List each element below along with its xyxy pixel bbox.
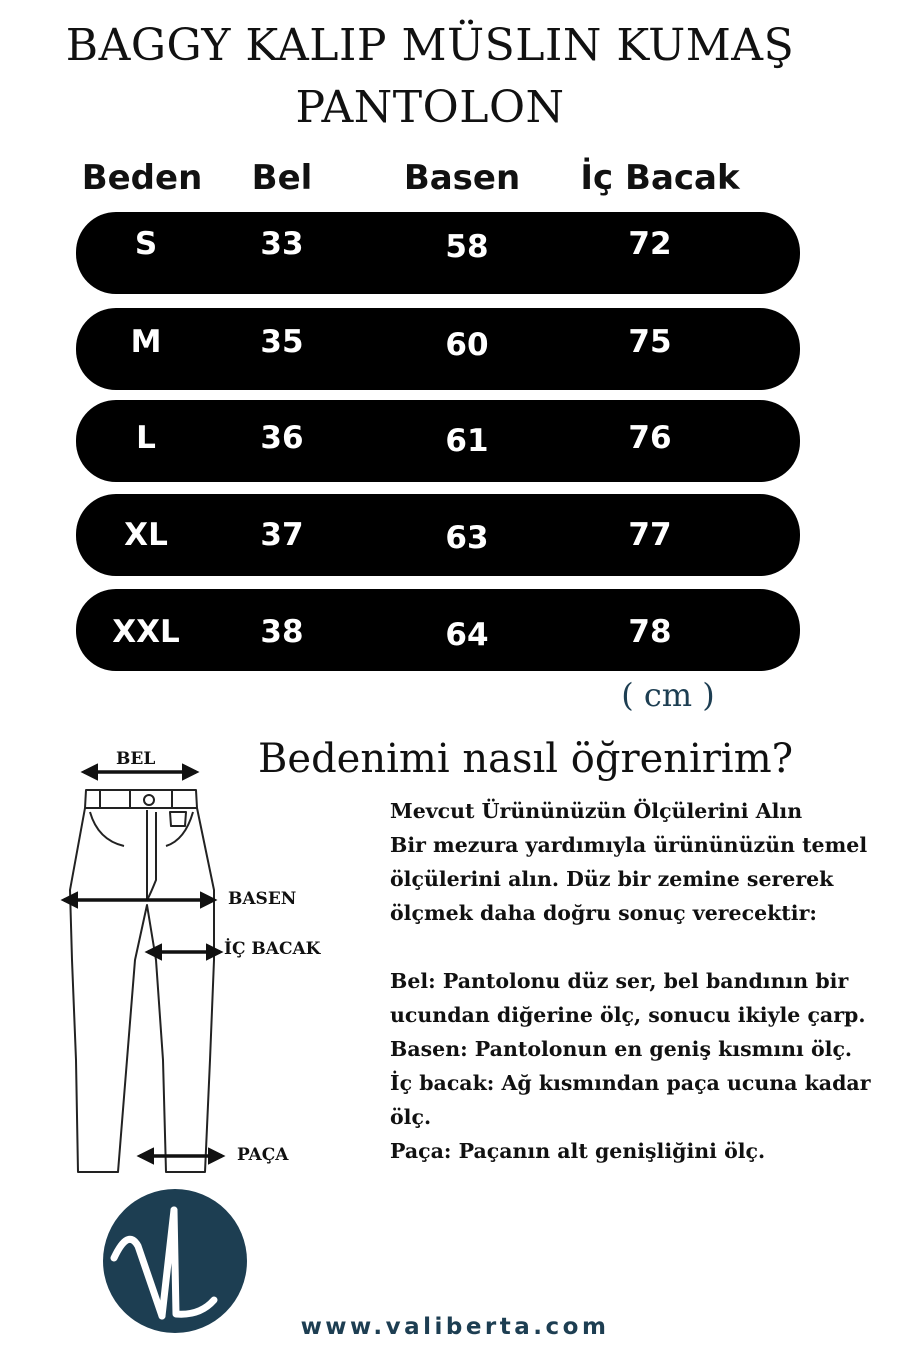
trousers-outline — [70, 790, 214, 1172]
ic-bacak-cell: 78 — [628, 614, 672, 650]
size-cell: XL — [124, 517, 168, 553]
bel-cell: 33 — [260, 226, 304, 262]
guide-step-line: Basen: Pantolonun en geniş kısmını ölç. — [390, 1037, 853, 1061]
guide-text — [390, 794, 895, 1168]
bel-label: BEL — [116, 749, 156, 769]
brand-logo — [102, 1188, 248, 1334]
size-cell: S — [134, 226, 158, 262]
bel-cell: 38 — [260, 614, 304, 650]
basen-cell: 64 — [445, 617, 489, 653]
basen-cell: 61 — [445, 423, 489, 459]
basen-label: BASEN — [228, 889, 297, 909]
paca-label: PAÇA — [237, 1145, 289, 1165]
unit-label: ( cm ) — [621, 676, 715, 714]
ic-bacak-cell: 75 — [628, 324, 672, 360]
ic-bacak-cell: 77 — [628, 517, 672, 553]
column-header-ic-bacak: İç Bacak — [580, 158, 740, 198]
column-header-beden: Beden — [81, 158, 203, 198]
ic-bacak-cell: 76 — [628, 420, 672, 456]
column-header-basen: Basen — [403, 158, 521, 198]
ic-bacak-cell: 72 — [628, 226, 672, 262]
guide-intro-line: ölçmek daha doğru sonuç verecektir: — [390, 901, 817, 925]
website-url: www.valiberta.com — [300, 1314, 610, 1340]
basen-cell: 58 — [445, 229, 489, 265]
guide-intro-line: Mevcut Ürününüzün Ölçülerini Alın — [390, 799, 803, 823]
size-cell: XXL — [112, 614, 180, 650]
trousers-diagram — [0, 0, 340, 1190]
ic-bacak-label: İÇ BACAK — [224, 939, 321, 959]
guide-step-line: İç bacak: Ağ kısmından paça ucuna kadar ölç. — [390, 1071, 871, 1129]
size-cell: M — [130, 324, 162, 360]
size-cell: L — [136, 420, 156, 456]
guide-heading: Bedenimi nasıl öğrenirim? — [258, 736, 794, 782]
guide-intro-line: Bir mezura yardımıyla ürününüzün temel — [390, 833, 868, 857]
bel-cell: 37 — [260, 517, 304, 553]
bel-cell: 35 — [260, 324, 304, 360]
guide-step-line: Bel: Pantolonu düz ser, bel bandının bir — [390, 969, 849, 993]
column-header-bel: Bel — [251, 158, 313, 198]
page-title-line1: BAGGY KALIP MÜSLIN KUMAŞ — [65, 20, 795, 71]
basen-cell: 63 — [445, 520, 489, 556]
guide-step-line: Paça: Paçanın alt genişliğini ölç. — [390, 1139, 766, 1163]
guide-step-line: ucundan diğerine ölç, sonucu ikiyle çarp. — [390, 1003, 866, 1027]
guide-intro-line: ölçülerini alın. Düz bir zemine sererek — [390, 867, 834, 891]
bel-cell: 36 — [260, 420, 304, 456]
basen-cell: 60 — [445, 327, 489, 363]
page-title-line2: PANTOLON — [295, 82, 565, 133]
